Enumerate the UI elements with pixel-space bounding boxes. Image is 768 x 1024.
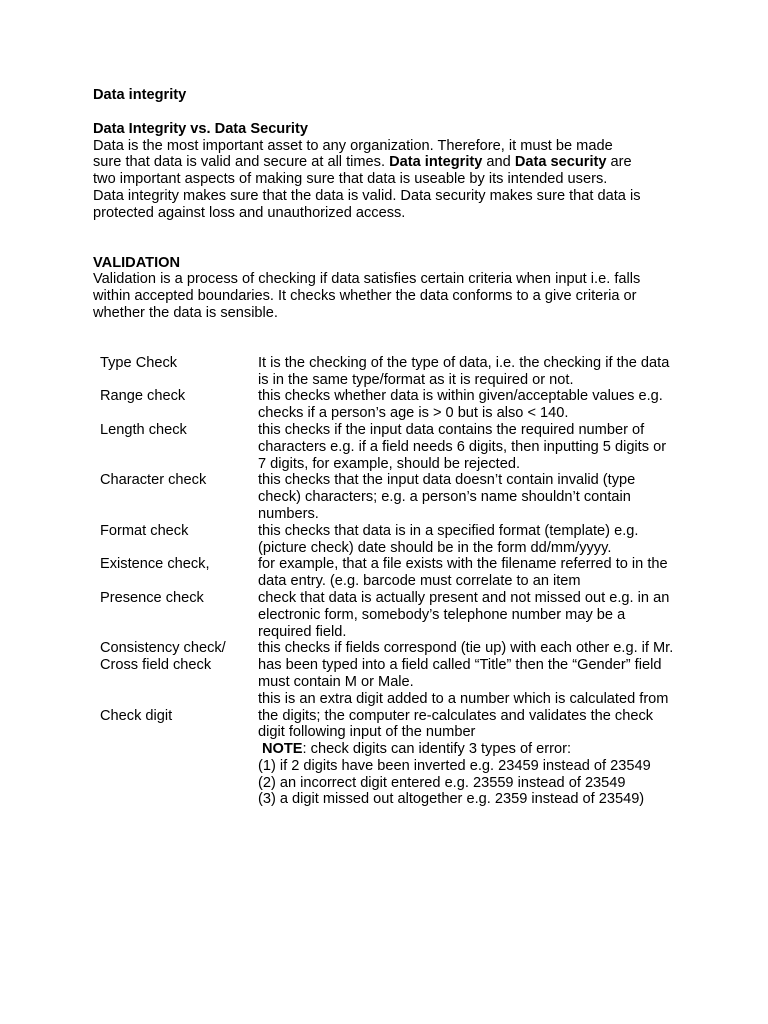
validation-line-1: Validation is a process of checking if data satisfies certain criteria when input i.e. falls (93, 271, 641, 288)
check-description-line: 7 digits, for example, should be rejected. (258, 455, 521, 472)
check-digit-desc-line-1: this is an extra digit added to a number which is calculated from (258, 690, 669, 707)
check-digit-body (100, 691, 708, 809)
intro-line-4: Data integrity makes sure that the data is valid. Data security makes sure that data is (93, 187, 641, 204)
check-description-line: this checks if the input data contains the required number of (258, 421, 645, 438)
check-row (100, 472, 708, 522)
document-page (93, 87, 713, 808)
check-name (100, 472, 258, 522)
check-name (100, 422, 258, 472)
check-digit-desc-line-2: the digits; the computer re-calculates and validates the check (258, 707, 654, 724)
check-description (258, 388, 708, 422)
check-name-line: Type Check (100, 354, 178, 371)
check-digit-row-intro (100, 691, 708, 708)
check-description-line: characters e.g. if a field needs 6 digits, then inputting 5 digits or (258, 438, 667, 455)
check-description-line: has been typed into a field called “Title” then the “Gender” field (258, 657, 662, 674)
intro-line-2-pre: sure that data is valid and secure at all times. (93, 154, 390, 171)
intro-section (93, 121, 713, 222)
check-digit-error-1: (1) if 2 digits have been inverted e.g. 23459 instead of 23549 (258, 757, 651, 774)
check-row (100, 556, 708, 590)
intro-line-5: protected against loss and unauthorized access. (93, 204, 406, 221)
check-row (100, 523, 708, 557)
check-row (100, 355, 708, 389)
intro-line-2-post: are (606, 154, 632, 171)
check-row (100, 388, 708, 422)
check-name-line: Length check (100, 421, 187, 438)
check-name (100, 640, 258, 690)
check-name (100, 590, 258, 640)
check-description (258, 355, 708, 389)
check-description-line: data entry. (e.g. barcode must correlate to an item (258, 573, 581, 590)
check-name (100, 523, 258, 557)
check-description-line: for example, that a file exists with the filename referred to in the (258, 556, 668, 573)
check-name-line: Presence check (100, 589, 204, 606)
check-digit-name: Check digit (100, 707, 173, 724)
check-name-line: Existence check, (100, 556, 210, 573)
check-name-line: Cross field check (100, 657, 212, 674)
intro-line-3: two important aspects of making sure that data is useable by its intended users. (93, 171, 608, 188)
validation-section (93, 255, 713, 322)
check-row (100, 640, 708, 690)
check-digit-desc-line-3: digit following input of the number (258, 724, 476, 741)
note-label: NOTE (262, 741, 303, 758)
data-security-term: Data security (514, 154, 607, 171)
intro-line-2 (93, 154, 713, 171)
check-name (100, 388, 258, 422)
data-integrity-term: Data integrity (389, 154, 483, 171)
check-description-line: check) characters; e.g. a person’s name shouldn’t contain (258, 489, 631, 506)
check-description-line: must contain M or Male. (258, 673, 414, 690)
check-description-line: this checks that data is in a specified format (template) e.g. (258, 522, 639, 539)
validation-line-2: within accepted boundaries. It checks whether the data conforms to a give criteria or (93, 288, 637, 305)
check-row (100, 590, 708, 640)
check-description-line: this checks whether data is within given/acceptable values e.g. (258, 388, 663, 405)
check-name-line: Consistency check/ (100, 640, 226, 657)
check-description (258, 640, 708, 690)
check-description-line: this checks if fields correspond (tie up) with each other e.g. if Mr. (258, 640, 674, 657)
check-name-cell (100, 691, 258, 708)
check-row (100, 422, 708, 472)
check-digit-error-2: (2) an incorrect digit entered e.g. 23559 instead of 23549 (258, 774, 626, 791)
check-digit-note (258, 741, 708, 758)
check-description-line: this checks that the input data doesn’t contain invalid (type (258, 472, 636, 489)
check-description (258, 472, 708, 522)
check-digit-row (100, 708, 708, 809)
check-digit-desc (258, 708, 708, 809)
check-name-line: Format check (100, 522, 189, 539)
check-description-line: checks if a person’s age is > 0 but is also < 140. (258, 405, 569, 422)
check-digit-error-3: (3) a digit missed out altogether e.g. 2359 instead of 23549) (258, 791, 645, 808)
checks-table-body (100, 355, 708, 691)
note-text: : check digits can identify 3 types of error: (302, 741, 572, 758)
validation-checks-table (100, 355, 708, 809)
validation-line-3: whether the data is sensible. (93, 304, 278, 321)
check-name-line: Range check (100, 388, 186, 405)
check-description-line: numbers. (258, 505, 319, 522)
check-description-line: check that data is actually present and not missed out e.g. in an (258, 589, 670, 606)
check-name (100, 556, 258, 590)
intro-line-1: Data is the most important asset to any organization. Therefore, it must be made (93, 137, 613, 154)
check-description (258, 556, 708, 590)
check-description-line: is in the same type/format as it is required or not. (258, 371, 574, 388)
check-description-line: (picture check) date should be in the form dd/mm/yyyy. (258, 539, 612, 556)
check-description-line: electronic form, somebody’s telephone number may be a (258, 606, 626, 623)
check-name-line: Character check (100, 472, 207, 489)
validation-heading: VALIDATION (93, 254, 181, 271)
document-title: Data integrity (93, 87, 187, 103)
check-description (258, 590, 708, 640)
check-description-line: It is the checking of the type of data, i.e. the checking if the data (258, 354, 670, 371)
check-description-line: required field. (258, 623, 347, 640)
intro-line-2-mid: and (482, 154, 515, 171)
check-description (258, 422, 708, 472)
intro-heading: Data Integrity vs. Data Security (93, 120, 308, 137)
check-description (258, 523, 708, 557)
check-name (100, 355, 258, 389)
check-desc-cell (258, 691, 708, 708)
